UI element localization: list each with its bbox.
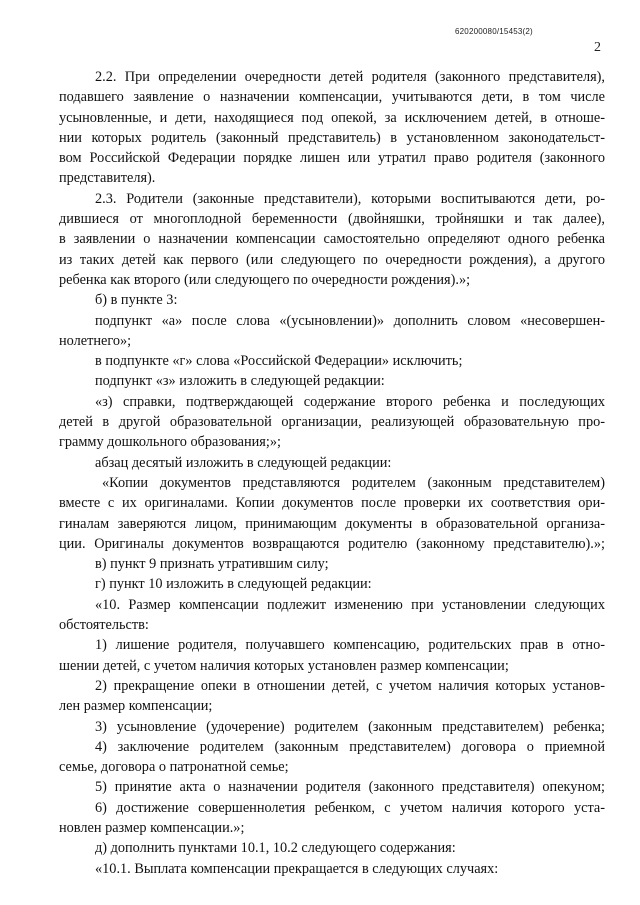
text-line: в заявлении о назначении компенсации самостоятельно определяют одного ребенка xyxy=(59,231,605,248)
text-line: нолетнего»; xyxy=(59,332,132,349)
text-line: «10. Размер компенсации подлежит изменению при установлении следующих xyxy=(95,596,605,613)
text-line: дившиеся от многоплодной беременности (двойняшки, тройняшки и так далее), xyxy=(59,211,605,228)
text-line: вместе с их оригиналами. Копии документов после проверки их соответствия ори- xyxy=(59,495,605,512)
document-id: 620200080/15453(2) xyxy=(455,27,533,36)
text-line: подпункт «з» изложить в следующей редакции: xyxy=(95,373,385,390)
page-number: 2 xyxy=(594,40,601,55)
text-line: б) в пункте 3: xyxy=(95,292,178,309)
text-line: подавшего заявление о назначении компенсации, учитываются дети, в том числе xyxy=(59,89,605,106)
text-line: шении детей, с учетом наличия которых установлен размер компенсации; xyxy=(59,657,509,674)
text-line: представителя). xyxy=(59,170,156,187)
text-line: 5) принятие акта о назначении родителя (законного представителя) опекуном; xyxy=(95,779,605,796)
text-line: ции. Оригиналы документов возвращаются родителю (законному представителю).»; xyxy=(59,535,605,552)
text-line: 2.2. При определении очередности детей родителя (законного представителя), xyxy=(95,69,605,85)
text-line: лен размер компенсации; xyxy=(59,698,213,715)
text-line: обстоятельств: xyxy=(59,617,149,634)
text-line: ребенка как второго (или следующего по очередности рождения).»; xyxy=(59,271,471,288)
text-line: «Копии документов представляются родителем (законным представителем) xyxy=(102,474,605,491)
text-line: в) пункт 9 признать утратившим силу; xyxy=(95,556,329,573)
text-line: «з) справки, подтверждающей содержание второго ребенка и последующих xyxy=(95,393,605,410)
text-line: гиналам заверяются лицом, принимающим документы в образовательной организа- xyxy=(59,515,605,532)
text-line: семье, договора о патронатной семье; xyxy=(59,759,289,776)
text-line: усыновленные, и дети, находящиеся под опекой, за исключением детей, в отноше- xyxy=(59,109,605,126)
text-line: подпункт «а» после слова «(усыновлении)» дополнить словом «несовершен- xyxy=(95,312,605,329)
document-body xyxy=(59,67,605,879)
text-line: новлен размер компенсации.»; xyxy=(59,819,245,836)
text-line: из таких детей как первого (или следующего по очередности рождения), а другого xyxy=(59,251,605,268)
text-line: 2.3. Родители (законные представители), которыми воспитываются дети, ро- xyxy=(95,190,605,207)
text-line: г) пункт 10 изложить в следующей редакции: xyxy=(95,576,372,593)
text-line: 4) заключение родителем (законным представителем) договора о приемной xyxy=(95,738,605,755)
text-line: абзац десятый изложить в следующей редакции: xyxy=(95,454,392,471)
text-line: 2) прекращение опеки в отношении детей, с учетом наличия которых установ- xyxy=(95,677,605,694)
text-line: 1) лишение родителя, получавшего компенсацию, родительских прав в отно- xyxy=(95,637,605,654)
text-line: грамму дошкольного образования;»; xyxy=(59,434,281,451)
text-line: детей в другой образовательной организации, реализующей образовательную про- xyxy=(59,414,605,431)
text-line: д) дополнить пунктами 10.1, 10.2 следующего содержания: xyxy=(95,840,456,857)
text-line: нии которых родитель (законный представитель) в установленном законодательст- xyxy=(59,129,605,146)
text-line: вом Российской Федерации порядке лишен или утратил право родителя (законного xyxy=(59,150,605,167)
text-line: 6) достижение совершеннолетия ребенком, с учетом наличия которого уста- xyxy=(95,799,605,816)
text-line: «10.1. Выплата компенсации прекращается в следующих случаях: xyxy=(95,860,499,877)
text-line: в подпункте «г» слова «Российской Федерации» исключить; xyxy=(95,353,463,370)
text-line: 3) усыновление (удочерение) родителем (законным представителем) ребенка; xyxy=(95,718,605,735)
